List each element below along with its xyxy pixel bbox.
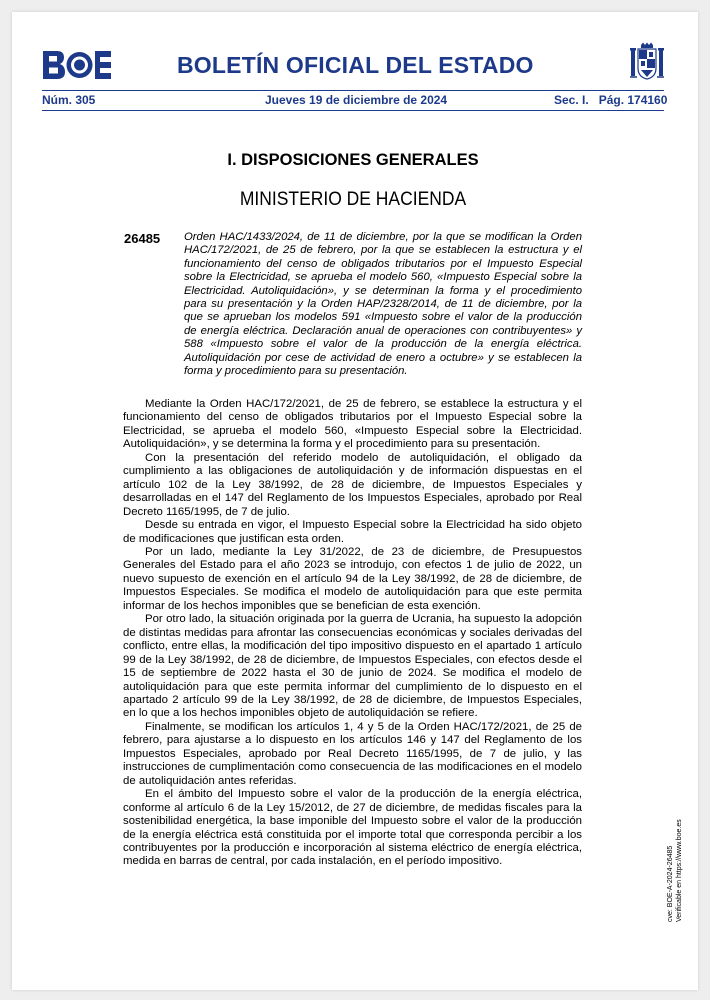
cve-code: cve: BOE-A-2024-26485 bbox=[667, 845, 674, 922]
body-paragraph: En el ámbito del Impuesto sobre el valor de la producción de la energía eléctrica, conforme al artículo 6 de la Ley 15/2012, de 27 de diciembre, de medidas fiscales para la sostenibilidad energética, la base imponible del Impuesto sobre el valor de la producción de la energía eléctrica está constituida por el importe total que corresponda percibir a los contribuyentes por la producción e incorporación al sistema eléctrico de energía eléctrica, medida en barras de central, por cada instalación, en el período impositivo. bbox=[123, 788, 582, 868]
body-paragraph: Por otro lado, la situación originada por la guerra de Ucrania, ha supuesto la adopción de distintas medidas para afrontar las consecuencias económicas y sociales derivadas del conflicto, entre ellas, la modificación del tipo impositivo dispuesto en el apartado 1 artículo 99 de la Ley 38/1992, de 28 de diciembre, de Impuestos Especiales, con efectos desde el 15 de septiembre de 2022 hasta el 30 de junio de 2024. Se modifica el modelo de autoliquidación para que este permita informar del cumplimiento de lo dispuesto en el apartado 2 artículo 99 de la Ley 38/1992, de 28 de diciembre, de Impuestos Especiales, en lo que a los hechos imponibles objeto de autoliquidación se refiere. bbox=[123, 613, 582, 720]
body-paragraph: Desde su entrada en vigor, el Impuesto Especial sobre la Electricidad ha sido objeto de modificaciones que justifican esta orden. bbox=[123, 519, 582, 545]
body-paragraph: Por un lado, mediante la Ley 31/2022, de 23 de diciembre, de Presupuestos Generales del Estado para el año 2023 se introdujo, con efectos 1 de julio de 2022, un nuevo supuesto de exención en el artículo 94 de la Ley 38/1992, de 28 de diciembre, de Impuestos Especiales. Se modifica el modelo de autoliquidación para que este permita informar de los hechos imponibles que se benefician de esta exención. bbox=[123, 545, 582, 612]
document-page bbox=[12, 12, 698, 990]
issue-number: Núm. 305 bbox=[42, 93, 96, 107]
body-paragraph: Finalmente, se modifican los artículos 1, 4 y 5 de la Orden HAC/172/2021, de 25 de febrero, para ajustarse a lo dispuesto en los artículos 146 y 147 del Reglamento de los Impuestos Especiales, aprobado por Real Decreto 1165/1995, de 7 de julio, y las instrucciones de cumplimentación como consecuencia de las modificaciones en el modelo de autoliquidación antes referidas. bbox=[123, 720, 582, 787]
boe-logo bbox=[42, 50, 112, 80]
verification-url[interactable]: Verificable en https://www.boe.es bbox=[675, 819, 683, 922]
verification-note bbox=[667, 819, 684, 922]
ministry-heading: MINISTERIO DE HACIENDA bbox=[239, 189, 467, 210]
coat-of-arms-icon bbox=[629, 42, 665, 82]
order-body bbox=[123, 398, 582, 869]
section-title: I. DISPOSICIONES GENERALES bbox=[227, 151, 479, 169]
header-bottom-rule bbox=[42, 110, 664, 111]
issue-date: Jueves 19 de diciembre de 2024 bbox=[265, 93, 448, 107]
order-reference-number: 26485 bbox=[124, 231, 161, 246]
body-paragraph: Con la presentación del referido modelo de autoliquidación, el obligado da cumplimiento a las obligaciones de autoliquidación y de información dispuestas en el artículo 102 de la Ley 38/1992, de 28 de diciembre, de Impuestos Especiales y desarrolladas en el 147 del Reglamento de los Impuestos Especiales, aprobado por Real Decreto 1165/1995, de 7 de julio. bbox=[123, 451, 582, 518]
order-summary: Orden HAC/1433/2024, de 11 de diciembre, por la que se modifican la Orden HAC/172/2021, de 25 de febrero, por la que se establecen la estructura y el funcionamiento del censo de obligados tributarios por el Impuesto Especial sobre la Electricidad, se aprueba el modelo 560, «Impuesto Especial sobre la Electricidad. Autoliquidación», y se determinan la forma y el procedimiento para su presentación y la Orden HAP/2328/2014, de 11 de diciembre, por la que se aprueban los modelos 591 «Impuesto sobre el valor de la producción de energía eléctrica. Declaración anual de operaciones con contribuyentes» y 588 «Impuesto sobre el valor de la producción de la energía eléctrica. Autoliquidación por cese de actividad de enero a octubre» y se establecen la forma y procedimiento para su presentación. bbox=[184, 231, 582, 378]
header-top-rule bbox=[42, 90, 664, 91]
body-paragraph: Mediante la Orden HAC/172/2021, de 25 de febrero, se establece la estructura y el funcionamiento del censo de obligados tributarios por el Impuesto Especial sobre la Electricidad, se aprueba el modelo 560, «Impuesto Especial sobre la Electricidad. Autoliquidación», y se determina la forma y el procedimiento para su presentación. bbox=[123, 398, 582, 451]
section-page: Sec. I. Pág. 174160 bbox=[554, 93, 668, 107]
gazette-title: BOLETÍN OFICIAL DEL ESTADO bbox=[177, 52, 534, 78]
